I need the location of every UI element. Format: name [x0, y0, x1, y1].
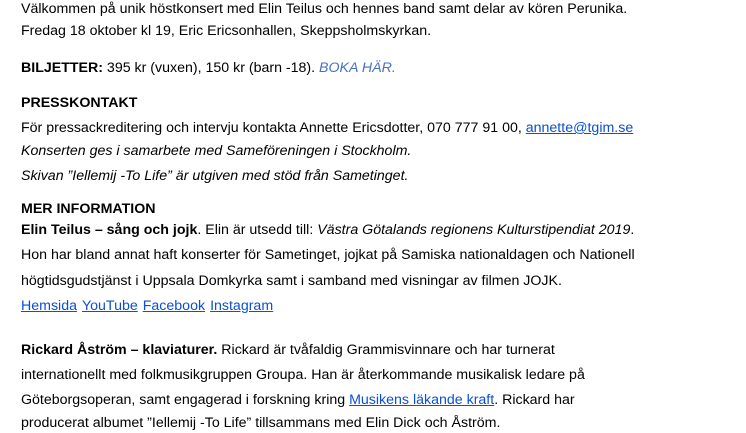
youtube-link[interactable]: YouTube [81, 298, 138, 314]
elin-award: Västra Götalands regionens Kulturstipendiat 2019 [317, 222, 631, 238]
rickard-text-1: Rickard är tvåfaldig Grammisvinnare och har turnerat [217, 342, 555, 358]
press-note-1: Konserten ges i samarbete med Sameföreningen i Stockholm. [21, 143, 412, 159]
elin-line-3: högtidsgudstjänst i Uppsala Domkyrka samt i samband med visningar av filmen JOJK. [21, 273, 562, 289]
rickard-line-3-text: Göteborgsoperan, samt engagerad i forskning kring [21, 392, 350, 408]
elin-text-1: . Elin är utsedd till: [197, 222, 318, 238]
instagram-link[interactable]: Instagram [210, 298, 274, 314]
intro-line-2: Fredag 18 oktober kl 19, Eric Ericsonhallen, Skeppsholmskyrkan. [21, 23, 432, 39]
rickard-line-3 [21, 390, 575, 410]
elin-links [21, 296, 273, 316]
tickets-label: BILJETTER: [21, 60, 103, 76]
rickard-name: Rickard Åström – klaviaturer. [21, 342, 218, 358]
more-info-heading: MER INFORMATION [21, 201, 156, 217]
press-email-link[interactable]: annette@tgim.se [525, 120, 634, 136]
elin-text-2: . [630, 222, 635, 238]
rickard-line-4: producerat albumet ”Iellemij -To Life” tillsammans med Elin Dick och Åström. [21, 415, 501, 431]
elin-line-1 [21, 220, 634, 240]
elin-name: Elin Teilus – sång och jojk [21, 222, 198, 238]
press-note-2: Skivan ”Iellemij -To Life” är utgiven med stöd från Sametinget. [21, 168, 409, 184]
elin-line-2: Hon har bland annat haft konserter för Sametinget, jojkat på Samiska nationaldagen och Nationell [21, 247, 635, 263]
hemsida-link[interactable]: Hemsida [21, 298, 77, 314]
musikens-lakande-kraft-link[interactable]: Musikens läkande kraft [349, 392, 495, 408]
press-contact-line [21, 118, 633, 138]
intro-line-1: Välkommen på unik höstkonsert med Elin Teilus och hennes band samt delar av kören Perunika. [21, 1, 628, 17]
rickard-line-1 [21, 340, 555, 360]
rickard-line-2: internationellt med folkmusikgruppen Groupa. Han är återkommande musikalisk ledare på [21, 367, 585, 383]
tickets-line [21, 58, 396, 78]
facebook-link[interactable]: Facebook [142, 298, 206, 314]
tickets-text: 395 kr (vuxen), 150 kr (barn -18). [102, 60, 320, 76]
rickard-line-3-end: . Rickard har [494, 392, 575, 408]
press-heading: PRESSKONTAKT [21, 95, 138, 111]
press-contact-text: För pressackreditering och intervju kontakta Annette Ericsdotter, 070 777 91 00, [21, 120, 526, 136]
book-here-link[interactable]: BOKA HÄR. [319, 60, 396, 76]
